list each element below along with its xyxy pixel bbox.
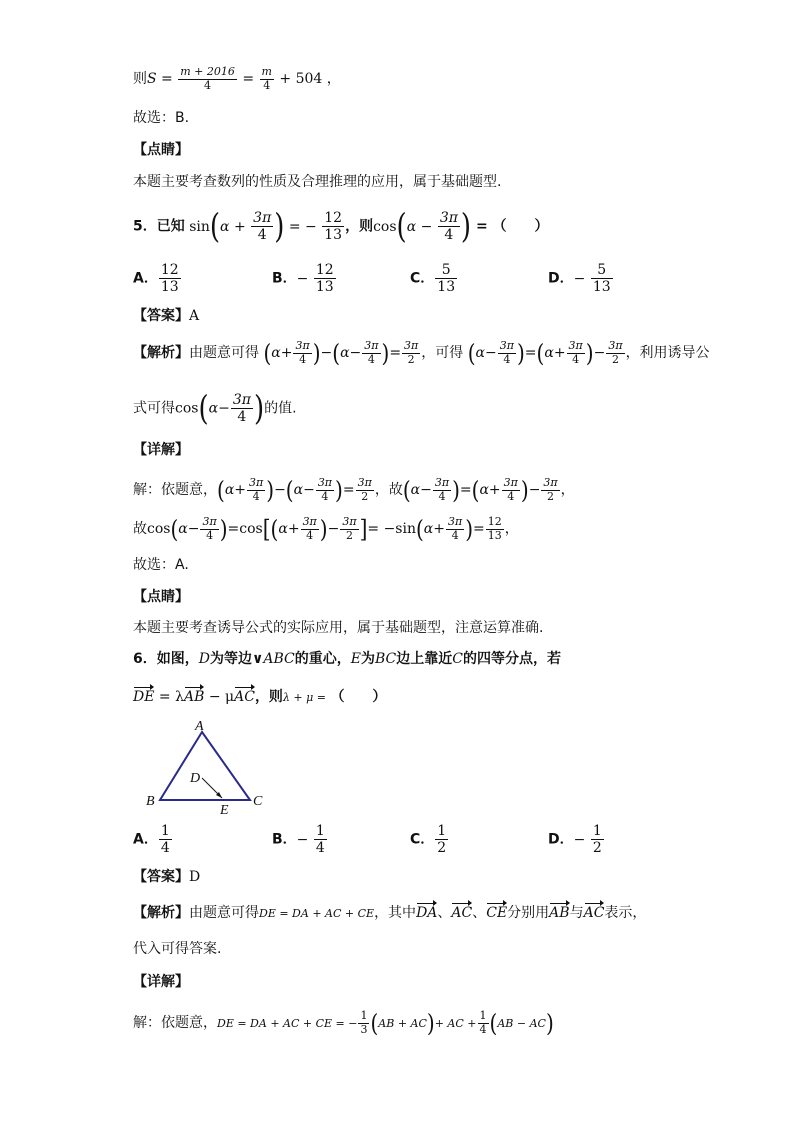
q5-option-c[interactable]: C． $\frac{5}{13}$: [410, 262, 456, 296]
answer-choice-line: 故选：B.: [133, 110, 190, 126]
label-b: B: [146, 794, 155, 809]
q5-choice: 故选：A.: [133, 557, 189, 573]
q6-analysis-line2: 代入可得答案.: [133, 941, 222, 957]
question-6-stem: 6．如图，D为等边∨ABC的重心，E为BC边上靠近C的四等分点，若: [133, 651, 561, 667]
q5-detail-line2: 故cos(α− $\frac{3\pi}{4}$ )=cos[(α+ $\frac{3\pi}{4}$ )− $\frac{3\pi}{2}$ ]= −sin(α+ $\frac{3\pi}{4}$ )= $\frac{12}{13}$ ，: [133, 514, 519, 544]
q5-option-d[interactable]: D．− $\frac{5}{13}$: [548, 262, 611, 296]
sum-formula-line: 则S = $\frac{m + 2016}{4}$ = $\frac{m}{4}$ + 504 ，: [133, 65, 341, 92]
q5-detail-line1: 解：依题意，(α+ $\frac{3\pi}{4}$ )−(α− $\frac{3\pi}{4}$ )= $\frac{3\pi}{2}$ ，故(α− $\frac{3\pi}{4}$ )=(α+ $\frac{3\pi}{4}$ )− $\frac{3\pi}{2}$ ，: [133, 475, 575, 505]
label-a: A: [195, 719, 204, 734]
q6-analysis-line1: 【解析】由题意可得DE = DA + AC + CE，其中DA、AC、CE分别用AB与AC表示，: [133, 905, 647, 921]
triangle-figure: [140, 718, 270, 818]
label-e: E: [220, 803, 229, 818]
q6-option-a[interactable]: A． $\frac{1}{4}$: [133, 823, 170, 857]
q6-detail-tag: 【详解】: [133, 974, 189, 990]
q6-option-b[interactable]: B．− $\frac{1}{4}$: [272, 823, 325, 857]
comment-text: 本题主要考查数列的性质及合理推理的应用，属于基础题型.: [133, 174, 502, 190]
q6-answer: 【答案】D: [133, 869, 201, 885]
q5-option-a[interactable]: A． $\frac{12}{13}$: [133, 262, 179, 296]
q5-answer: 【答案】A: [133, 308, 200, 324]
fraction: $\frac{m + 2016}{4}$: [180, 65, 235, 92]
q5-dianjing-text: 本题主要考查诱导公式的实际应用，属于基础题型，注意运算准确.: [133, 620, 544, 636]
q6-detail-line1: 解：依题意，DE = DA + AC + CE = − $\frac{1}{3}$ (AB + AC)+ AC + $\frac{1}{4}$ (AB − AC): [133, 1008, 554, 1038]
triangle-abc: [160, 732, 250, 800]
question-5-stem: 5．已知 sin(α + $\frac{3\pi}{4}$ ) = − $\frac{12}{13}$ ，则cos(α − $\frac{3\pi}{4}$ ) = （ ）: [133, 207, 549, 247]
q6-option-d[interactable]: D．− $\frac{1}{2}$: [548, 823, 602, 857]
q5-analysis-line2: 式可得cos(α− $\frac{3\pi}{4}$ )的值.: [133, 389, 297, 429]
fraction: $\frac{m}{4}$: [261, 65, 272, 92]
label-d: D: [190, 771, 201, 786]
q5-detail-tag: 【详解】: [133, 442, 189, 458]
q5-option-b[interactable]: B．− $\frac{12}{13}$: [272, 262, 334, 296]
q5-analysis-line1: 【解析】由题意可得 (α+ $\frac{3\pi}{4}$ )−(α− $\frac{3\pi}{4}$ )= $\frac{3\pi}{2}$ ，可得 (α− $\frac{3\pi}{4}$ )=(α+ $\frac{3\pi}{4}$ )− $\frac{3\pi}{2}$ ，利用诱导公: [133, 338, 710, 368]
section-tag-dianjing: 【点睛】: [133, 142, 189, 158]
q5-dianjing-tag: 【点睛】: [133, 589, 189, 605]
label-c: C: [253, 794, 263, 809]
q6-option-c[interactable]: C． $\frac{1}{2}$: [410, 823, 447, 857]
question-6-condition: DE = λAB − μAC，则λ + μ = （ ）: [133, 689, 387, 705]
